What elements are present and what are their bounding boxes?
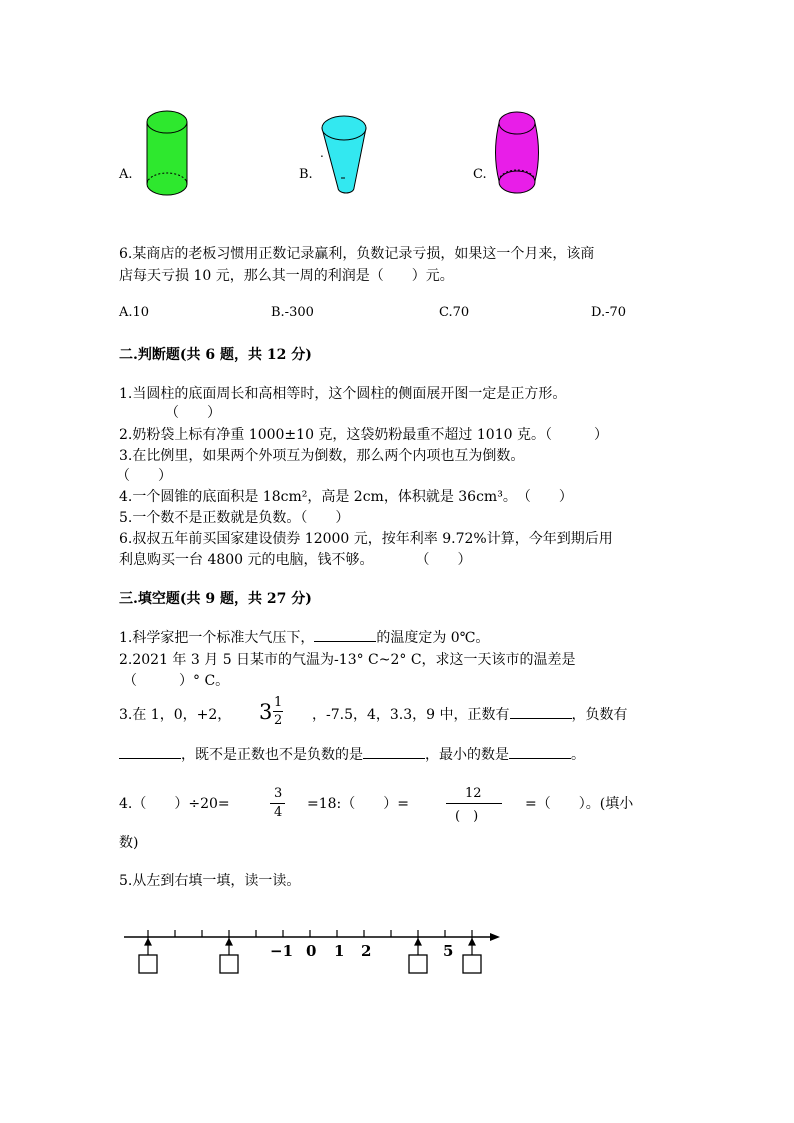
judge-item-3-paren: （ ） (116, 468, 172, 484)
answer-box[interactable] (463, 955, 481, 973)
option-b-cone (318, 112, 374, 200)
cyan-frustum-icon (318, 112, 374, 200)
judge-item-6-line2: 利息购买一台 4800 元的电脑，钱不够。 （ ） (119, 552, 472, 568)
q6-option-b: B.-300 (271, 305, 314, 320)
number-line-label-2: 2 (361, 942, 372, 960)
judge-item-1-paren: （ ） (165, 405, 221, 421)
fraction-numerator: 3 (274, 786, 283, 801)
judge-item-6-line1: 6.叔叔五年前买国家建设债券 12000 元，按年利率 9.72%计算，今年到期后用 (119, 531, 613, 547)
fill-item-2-line1: 2.2021 年 3 月 5 日某市的气温为-13° C~2° C，求这一天该市的温差是 (119, 652, 576, 668)
fraction-bar (270, 803, 285, 804)
answer-blank[interactable] (510, 706, 572, 719)
number-line-label-neg1: −1 (270, 942, 294, 960)
fill-item-2-line2: （ ）° C。 (123, 673, 230, 689)
fill-item-5: 5.从左到右填一填，读一读。 (119, 873, 301, 889)
answer-box[interactable] (139, 955, 157, 973)
fraction2-denominator: ( ) (455, 809, 479, 824)
fill-item-4-b: =18:（ ）= (307, 796, 409, 812)
fill-item-1-prefix: 1.科学家把一个标准大气压下， (119, 630, 315, 646)
fraction2-bar (446, 803, 502, 804)
question-6-line1: 6.某商店的老板习惯用正数记录赢利，负数记录亏损，如果这一个月来，该商 (119, 246, 595, 262)
question-6-line2: 店每天亏损 10 元，那么其一周的利润是（ ）元。 (119, 268, 454, 284)
number-line-label-0: 0 (306, 942, 317, 960)
judge-item-1: 1.当圆柱的底面周长和高相等时，这个圆柱的侧面展开图一定是正方形。 (119, 386, 567, 402)
number-line-label-5: 5 (443, 942, 454, 960)
fill-item-3-mid (312, 704, 628, 724)
fill-item-4-a: 4.（ ）÷20= (119, 796, 230, 812)
judge-item-4: 4.一个圆锥的底面积是 18cm²，高是 2cm，体积就是 36cm³。 （ ） (119, 489, 573, 505)
section-3-title: 三.填空题(共 9 题，共 27 分) (119, 591, 312, 607)
fraction-denominator: 4 (274, 805, 283, 820)
q6-option-a: A.10 (119, 305, 150, 320)
fill-item-4-line2: 数) (119, 835, 139, 851)
judge-item-2: 2.奶粉袋上标有净重 1000±10 克，这袋奶粉最重不超过 1010 克。（ ） (119, 427, 608, 443)
q6-option-c: C.70 (439, 305, 470, 320)
green-cylinder-icon (140, 105, 200, 200)
answer-blank[interactable] (509, 746, 571, 759)
fill-item-3-mid-text: ，-7.5，4，3.3，9 中，正数有 (312, 707, 510, 723)
option-b-label: B. (299, 167, 313, 182)
dot-mark: . (320, 146, 324, 160)
fill-item-3-positive-text: ，负数有 (571, 707, 628, 723)
q6-option-d: D.-70 (591, 305, 627, 320)
fill-item-3-end: 。 (571, 747, 585, 763)
mixed-number-denominator: 2 (274, 713, 283, 728)
answer-box[interactable] (220, 955, 238, 973)
fill-item-1 (119, 627, 489, 647)
number-line-label-1: 1 (334, 942, 345, 960)
fraction2-numerator: 12 (465, 786, 482, 801)
mixed-number-bar (273, 711, 283, 712)
answer-blank[interactable] (363, 746, 425, 759)
fill-item-1-suffix: 的温度定为 0℃。 (376, 630, 490, 646)
fill-item-3-line2-b: ，最小的数是 (425, 747, 509, 763)
answer-blank[interactable] (314, 629, 376, 642)
answer-blank[interactable] (119, 746, 181, 759)
fill-item-3-line2 (119, 744, 585, 764)
judge-item-3: 3.在比例里，如果两个外项互为倒数，那么两个内项也互为倒数。 (119, 448, 525, 464)
fill-item-4-c: =（ ）。(填小 (525, 796, 634, 812)
magenta-barrel-icon (494, 107, 544, 199)
mixed-number-numerator: 1 (274, 695, 283, 710)
option-a-label: A. (119, 167, 133, 182)
option-a-cylinder (140, 105, 200, 200)
mixed-number-whole: 3 (259, 700, 273, 724)
fill-item-3-line2-a: ，既不是正数也不是负数的是 (181, 747, 363, 763)
judge-item-5: 5.一个数不是正数就是负数。（ ） (119, 510, 350, 526)
option-c-label: C. (473, 167, 487, 182)
answer-box[interactable] (409, 955, 427, 973)
fill-item-3-prefix: 3.在 1，0，+2， (119, 707, 232, 723)
option-c-shape (494, 107, 544, 199)
section-2-title: 二.判断题(共 6 题，共 12 分) (119, 347, 312, 363)
